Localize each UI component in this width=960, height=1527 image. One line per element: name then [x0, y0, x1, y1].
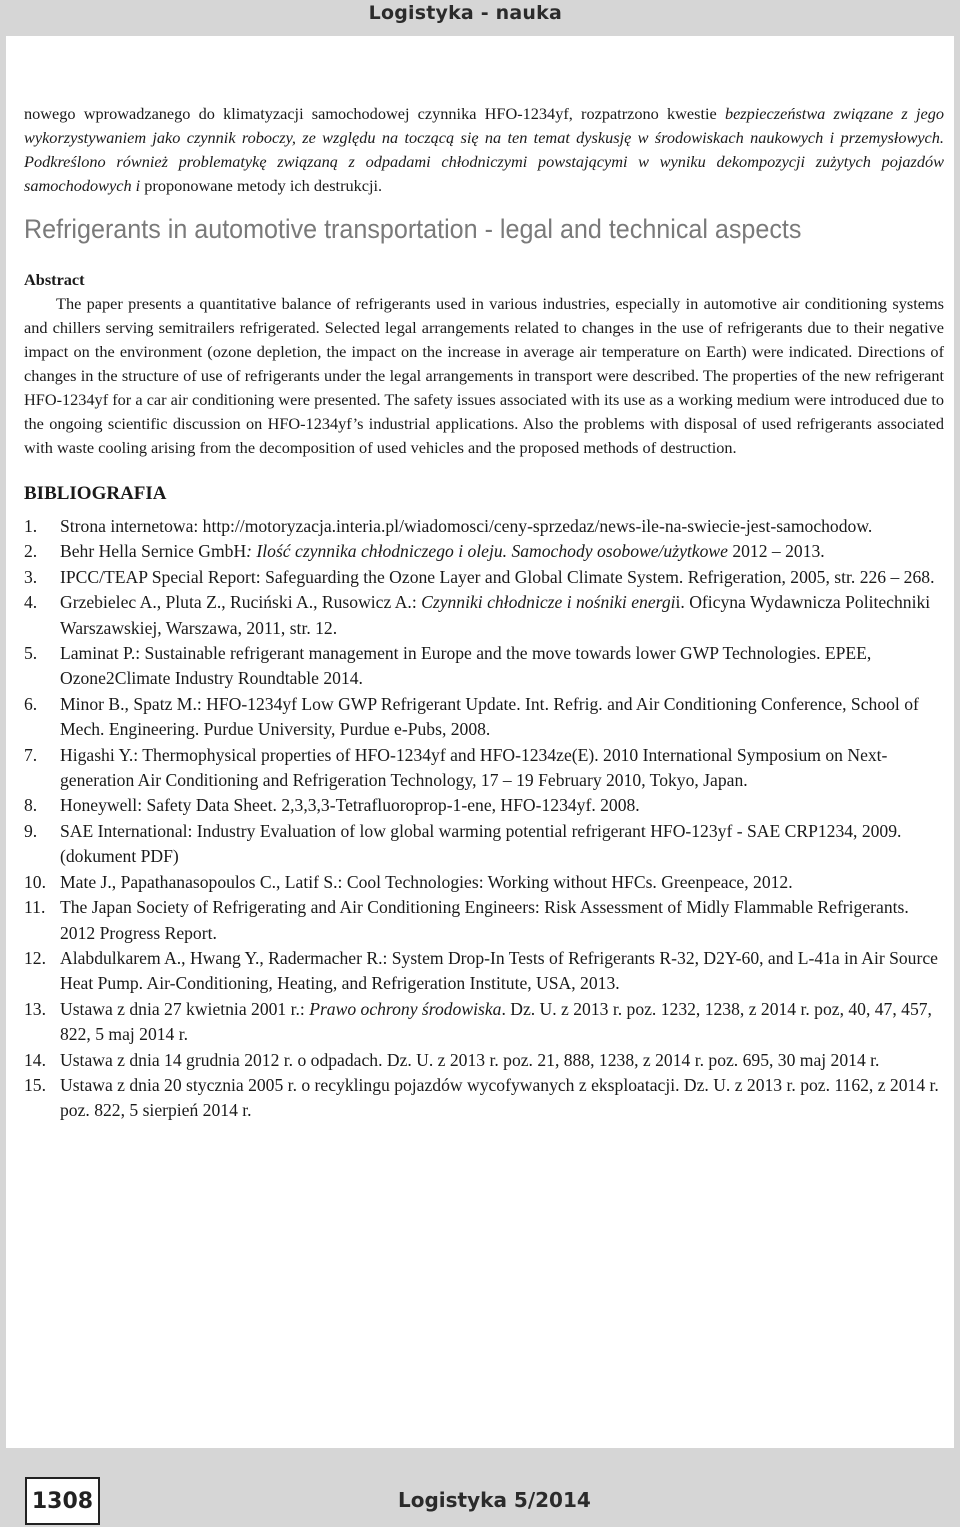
english-title: Refrigerants in automotive transportation - legal and technical aspects [24, 214, 802, 244]
page-number: 1308 [25, 1477, 100, 1525]
bibliography-item [24, 793, 944, 818]
bibliography-item-number: 4. [24, 592, 38, 613]
header-bar [0, 0, 960, 30]
bibliography-item-number: 8. [24, 795, 38, 816]
bibliography-item-italic: Prawo ochrony środowiska [309, 998, 502, 1019]
summary-text-tail: proponowane metody ich destrukcji. [140, 176, 383, 195]
bibliography-item-number: 10. [24, 871, 46, 892]
bibliography-item-text: Behr Hella Sernice GmbH [60, 541, 247, 562]
bibliography-item-text: Minor B., Spatz M.: HFO-1234yf Low GWP Refrigerant Update. Int. Refrig. and Air Conditioning Conference, School of Mech. Engineering. Purdue University, Purdue e-Pubs, 2008. [60, 693, 919, 740]
bibliography-item-number: 2. [24, 541, 38, 562]
polish-summary-end [24, 102, 944, 198]
bibliography-item-text: The Japan Society of Refrigerating and Air Conditioning Engineers: Risk Assessment of Midly Flammable Refrigerants. 2012 Progress Report. [60, 897, 909, 943]
abstract-body: The paper presents a quantitative balance of refrigerants used in various industries, especially in automotive air conditioning systems and chillers serving semitrailers refrigerated. Selected legal arrangements related to changes in the use of refrigerants due to their negative impact on the environment (ozone depletion, the impact on the increase in average air temperature on Earth) were indicated. Directions of changes in the structure of use of refrigerants under the legal arrangements in transport were described. The properties of the new refrigerant HFO-1234yf for a car air conditioning were presented. The safety issues associated with its use as a working medium were introduced due to the ongoing scientific discussion on HFO-1234yf’s industrial applications. Also the problems with disposal of used refrigerants associated with waste cooling arising from the decomposition of used vehicles and the proposed methods of destruction. [24, 294, 944, 457]
summary-text-regular: nowego wprowadzanego do klimatyzacji samochodowej czynnika HFO-1234yf, rozpatrzono kwestie [24, 104, 725, 123]
bibliography-item-text: . Dz. U. z 2013 r. poz. 1232, 1238, z 2014 r. poz, 40, 47, 457, 822, 5 maj 2014 r. [60, 998, 932, 1045]
bibliography-item [24, 946, 944, 997]
bibliography-item-text: Higashi Y.: Thermophysical properties of HFO-1234yf and HFO-1234ze(E). 2010 International Symposium on Next-generation Air Conditioning and Refrigeration Technology, 17 – 19 February 2010, Tokyo, Japan. [60, 744, 888, 791]
bibliography-item-text: Ustawa z dnia 14 grudnia 2012 r. o odpadach. Dz. U. z 2013 r. poz. 21, 888, 1238, z 2014 r. poz. 695, 30 maj 2014 r. [60, 1049, 880, 1070]
bibliography-item-number: 11. [24, 897, 46, 918]
bibliography-list [24, 514, 944, 1124]
bibliography-item-italic: : Ilość czynnika chłodniczego i oleju. Samochody osobowe/użytkowe [246, 541, 728, 562]
bibliography-item [24, 895, 944, 946]
bibliography-item-number: 1. [24, 516, 38, 536]
bibliography-item-italic: Czynniki chłodnicze i nośniki energi [421, 592, 676, 613]
bibliography-item-text: Alabdulkarem A., Hwang Y., Radermacher R.: System Drop-In Tests of Refrigerants R-32, D2Y-60, and L-41a in Air Source Heat Pump. Air-Conditioning, Heating, and Refrigeration Institute, USA, 2013. [60, 947, 938, 994]
bibliography-item-text: Laminat P.: Sustainable refrigerant management in Europe and the move towards lower GWP Technologies. EPEE, Ozone2Climate Industry Roundtable 2014. [60, 643, 872, 689]
bibliography-item [24, 819, 944, 870]
journal-header: Logistyka - nauka [368, 2, 562, 24]
bibliography-item-number: 15. [24, 1074, 46, 1095]
bibliography-item [24, 1048, 944, 1073]
bibliography-item [24, 514, 944, 539]
bibliography-item-text: i. Oficyna Wydawnicza Politechniki Warszawskiej, Warszawa, 2011, str. 12. [60, 592, 931, 638]
bibliography-item-number: 6. [24, 693, 38, 714]
bibliography-item [24, 743, 944, 794]
bibliography-item-text: Grzebielec A., Pluta Z., Ruciński A., Rusowicz A.: [60, 592, 422, 613]
bibliography-item-text: 2012 – 2013. [727, 541, 825, 562]
bibliography-item-text: Mate J., Papathanasopoulos C., Latif S.: Cool Technologies: Working without HFCs. Greenpeace, 2012. [60, 871, 793, 892]
article-content [24, 102, 944, 1124]
summary-text-italic: bezpieczeństwa związane z jego wykorzystywaniem jako czynnik roboczy, ze względu na toczącą się na ten temat dyskusję w środowiskach naukowych i przemysłowych. Podkreślono również problematykę związaną z odpadami chłodniczymi powstającymi w wyniku dekompozycji zużytych pojazdów samochodowych i [24, 104, 945, 195]
bibliography-item-number: 12. [24, 947, 46, 968]
bibliography-item-text: IPCC/TEAP Special Report: Safeguarding the Ozone Layer and Global Climate System. Refrigeration, 2005, str. 226 – 268. [60, 566, 935, 587]
bibliography-item [24, 539, 944, 564]
bibliography-item [24, 997, 944, 1048]
bibliography-item-text: SAE International: Industry Evaluation of low global warming potential refrigerant HFO-123yf - SAE CRP1234, 2009. (dokument PDF) [60, 820, 902, 867]
bibliography-item [24, 641, 944, 692]
bibliography-item [24, 1073, 944, 1124]
footer-journal: Logistyka 5/2014 [398, 1488, 591, 1512]
bibliography-item-number: 3. [24, 566, 38, 587]
bibliography-item-number: 5. [24, 643, 38, 664]
bibliography-item [24, 565, 944, 590]
bibliography-item-number: 9. [24, 820, 38, 841]
bibliography-item-text: Strona internetowa: http://motoryzacja.interia.pl/wiadomosci/ceny-sprzedaz/news-ile-na-swiecie-jest-samochodow. [60, 516, 873, 536]
abstract-heading: Abstract [24, 270, 85, 289]
bibliography-item [24, 692, 944, 743]
page [6, 36, 954, 1448]
bibliography-item-number: 14. [24, 1049, 46, 1070]
bibliography-item-number: 7. [24, 744, 38, 765]
bibliography-heading: BIBLIOGRAFIA [24, 483, 167, 504]
bibliography-item-text: Ustawa z dnia 27 kwietnia 2001 r.: [60, 998, 310, 1019]
bibliography-item [24, 590, 944, 641]
bibliography-item [24, 870, 944, 895]
bibliography-item-text: Ustawa z dnia 20 stycznia 2005 r. o recyklingu pojazdów wycofywanych z eksploatacji. Dz. U. z 2013 r. poz. 1162, z 2014 r. poz. 822, 5 sierpień 2014 r. [60, 1074, 939, 1121]
bibliography-item-text: Honeywell: Safety Data Sheet. 2,3,3,3-Tetrafluoroprop-1-ene, HFO-1234yf. 2008. [60, 795, 640, 816]
bibliography-item-number: 13. [24, 998, 46, 1019]
